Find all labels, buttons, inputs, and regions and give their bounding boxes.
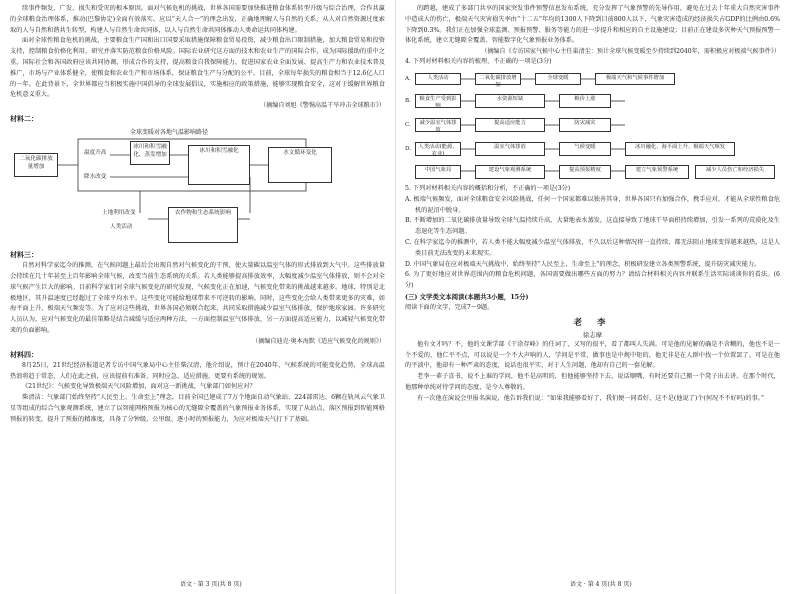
flow-node: 气候变暖 [559,142,611,156]
flow-node: 全球变暖 [535,73,581,85]
flow-node: 建设气象观测系统 [475,165,545,179]
question-4: 4. 下列对材料相关内容的梳理，不正确的一项是(3分) [405,58,552,66]
flow-node: 冰川融化、海平面上升、极端天气频发 [625,142,735,156]
material-heading: 材料三： [10,250,38,260]
diagram-caption: 全球变暖对各地气温影响路径 [130,129,209,137]
diagram-node: 降水改变 [84,174,107,181]
paragraph: 的跨越，建成了多部门共享的国家突发事件预警信息发布系统，充分发挥了气象预警的先导作用，避免在过去十年重大自然灾害事件中造成大的伤亡，极端天气灾害损失率由“十二五”年均的1300人下降到目前800人以下，气象灾害造成的经济损失占GDP的比例由0.6%下降到0.3%。我们正在加强全球监测、预报预警、服务等能力的进一步提升和相应的自主设施建设；目前正在建设多灾种天气预报预警一体化系统，建立无缝隙全覆盖、智能数字化气象预报业务体系。 [405,5,780,45]
paragraph: 自然对科学家迄今的推测，在气候问题上最后会出现自然对气候变化的干预，使大量碳以温室气体的形式排放到大气中。这些排放量会持续在几十年甚至上百年影响全球气候，改变当前生态系统的关系。若人类能够提高排放效率，大幅度减少温室气体排放，则不会对全球气候产生巨大的影响。目前科学家们对全球气候变化的研究发现，气候变化正在加速，气候变化带来的挑战越来越多。地球，特别是北极地区，其升温速度已经超过了全球平均水平。这些变化可能给地球带来不可逆转的影响。同时，这些变化会给人类带来更多的灾难，如海平面上升、极端天气频发等。为了应对这些挑战，世界各国必须联合起来，共同采取措施减少温室气体排放，保护地球家园。许多研究人员认为，应对气候变化的最佳策略是结合减缓与适应两种方法，一方面控制温室气体排放，另一方面提高适应能力，以减轻气候变化带来的负面影响。 [10,262,385,334]
page-footer-right: 语文 · 第 4 页(共 8 页) [570,581,632,588]
paragraph: 8月25日，21世纪经济报道记者专访中国气象局中心主任柴汉清，他介绍说，预计在2040年，气候系统的可能变化趋势，全球高温热浪将趋于常态，人们在此之前，应该提前有准备，同时应急、适应措施，更要有系统的规划。 [10,361,385,380]
paragraph: 续事件频发，广发、损失和受灾的根本原因。面对气候危机的挑战，世界各国需要加快推进粮食体系转型升级与综合治理，合作共赢的全球粮食治理体系，推动(巴黎协定)全面有效落实。应以“天人合一”的理念出发，正确地理解人与自然的关系，从人对自然资源过度索取的人与自然和谐共生转型，构建人与自然生命共同体，以人与自然生命共同体推动人类命运共同体构建。 [10,5,385,34]
flow-node: 粮食生产受到影响 [415,94,461,108]
flow-node: 建立气象预警系统 [625,165,689,179]
section-heading: (三) 文学类文本阅读(本题共3小题，15分) [405,292,529,301]
diagram-node: 冰川和积雪融化 [188,145,250,185]
option-text: D. 中国气象局在应对极端天气挑战中，始终坚持“人民至上、生命至上”的理念，积极研发建立各类预警系统，提升防灾减灾能力。 [405,260,761,268]
left-column [10,4,385,574]
diagram-node: 温度升高 [84,150,107,157]
option-label: B. [405,97,411,104]
story-title: 老 李 [573,317,612,328]
flow-node: 人类活动 [415,73,461,85]
question-5: 5. 下列对材料相关内容的概括和分析，不正确的一项是(3分) [405,184,571,192]
story-paragraph: 他有文才吗？不，他的文课学部《干涂存峰》的任词了，又写的很平，看了都叫人失满。可是他的见解的确是不含糊的，他也不是一个不爱的，他仁平不点，可以说是一个不大声响的人，学问是平常，做事也是中规中矩的，他无非是在人群中找一个位置罢了。可是在他的平淡中，他却有一种严肃的态度，说话也很平实，对于人生问题，他却有自己的一套见解。 [405,340,780,370]
flow-node: 温室气体排放 [475,142,545,156]
paragraph: 柴清洁：气象部门始终坚持“人民至上、生命至上”理念，目前全国已建成了7万个地面自动气象站、224部雷达、6颗在轨风云气象卫星等组成的综合气象观测系统，建立了以智能网格预报为核心的无缝隙全覆盖的气象预报业务体系，实现了从站点、落区预报到智能网格预报的转变，提升了预报的精准度，具备了分钟级、公里级、逐小时的预报能力，为应对极端天气打下了基础。 [10,394,385,423]
section-intro: 阅读下面的文字，完成7～9题。 [405,303,494,311]
flow-node: 减少温室气体排放 [415,118,461,132]
option-text: A. 极端气候频发，面对全球粮食安全风险挑战，任何一个国家都难以独善其身，世界各国只有加强合作，携手应对，才能从全球性粮食危机的泥沼中脱身。 [405,195,780,214]
question-4-flowchart [405,70,780,182]
flow-node: 中国气象局 [415,165,461,179]
option-label: C. [405,121,411,128]
option-text: B. 不断增加的二氧化碳排放量导致全球气温持续升高，大量地表水蒸发，这直接导致了地球干旱面积持续增加，引发一系列的荒漠化及生态退化等生态问题。 [405,217,780,236]
material-heading: 材料二： [10,114,38,124]
diagram-node: 土地利用改变 [102,210,136,217]
flow-node: 减少人员伤亡和经济损失 [695,165,775,179]
flow-node: 极端天气和气候事件增加 [595,73,675,85]
story-paragraph: 有一次他在演说会里报名演说，他告诉我们说：“如果我能够看好了，我们便一同看好，这不是(他说了)个(何况不不好吗)的事。” [417,394,765,402]
paragraph: 面对全球性粮食危机的挑战，主要粮食生产国和出口国要采取措施保障粮食贸易投资，减少粮食出口限制措施，加大粮食贸易和投资支持，控制粮食价格化利用，研究并落实防范粮食价格风险。国际农业研究这方面的技术和农业生产的国际合作，成为国际援助的重中之重。国际社会和各国政府应该共同协调，形成合作的支持，提高粮食自我保障能力，促进国家农业全面发展、提高生产力和农业技术普及推广，市场与产业体系健全，使粮食和农业生产和市场体系，保证粮食生产与分配的公平。目前，全球每年损失的粮食相当于12.6亿人口的一年。在此背景下，全世界都应当积极实施中国倡导的全球发展倡议，实施相应的政策措施，能够实现粮食安全，这对于缓解世界粮食危机意义重大。 [10,37,385,99]
right-column [405,4,780,574]
option-text: C. 在科学家迄今的推测中，若人类不能大幅度减少温室气体排放，不久以后这种情况将一直持续，都无法阻止地球变得越来越热，这是人类目前无法改变的未来现实。 [405,238,780,257]
option-label: A. [405,75,411,82]
story-paragraph: 老李一辈子喜书，说不上谁的学问，他不是高明的，但他能够坚持下去，说话顺嘴，有时还要自己搬一个凳子出去讲。在那个时代，他那种单纯对待学问的态度，是令人尊敬的。 [405,373,780,391]
flow-node: 水资源短缺 [475,94,545,108]
flow-node: 提高预报精度 [559,165,611,179]
column-divider [395,0,396,594]
source-citation: （摘编自《专访国家气候中心主任巢清尘：预计全球气候变暖至少持续到2040年，需积极应对极端气候事件》） [481,48,780,56]
source-citation: （摘编自迪克·奥本海默《适应气候变化的规则》） [252,337,385,345]
diagram-node: 人类活动 [110,224,133,231]
flow-node: 提高适应能力 [475,118,545,132]
flow-node: 人类活动(能源、农业) [415,142,461,156]
material-heading: 材料四： [10,349,38,359]
flow-node: 粮价上涨 [559,94,611,108]
diagram-node: 冰川和积雪融化、蒸发增加 [130,141,170,165]
diagram-node: 农作物和生态系统影响 [168,207,238,243]
flow-node: 防灾减灾 [559,118,611,132]
flow-node: 二氧化碳排放增加 [475,73,521,85]
source-citation: （摘编自刘旭《警惕高温干旱冲击全球粮市》） [260,102,385,110]
question-6: 6. 为了更好地应对世界范围内的粮食危机问题，各国需要做出哪些方面的努力？请结合材料相关内容并联系生活实际谈谈你的看法。(6分) [405,271,780,290]
page-footer-left: 语文 · 第 3 页(共 8 页) [180,581,242,588]
diagram-node: 水文循环变化 [268,147,332,183]
story-author: 徐志摩 [582,330,603,339]
paragraph: 《21世纪》：气候变化导致极端天气风险增加，面对这一新挑战，气象部门如何应对？ [22,383,256,391]
diagram-node: 二氧化碳排放量增加 [14,153,58,177]
climate-impact-diagram [10,127,385,247]
option-label: D. [405,145,412,152]
